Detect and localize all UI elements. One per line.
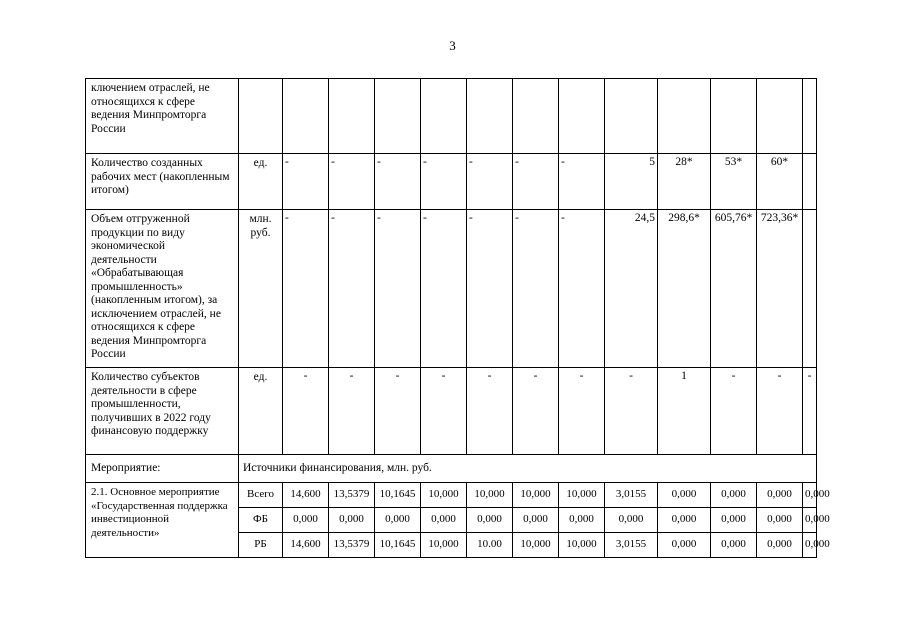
- financing-value: 3,0155: [605, 533, 658, 558]
- indicator-value: -: [375, 210, 421, 368]
- indicator-value: -: [467, 210, 513, 368]
- indicator-value: [658, 79, 711, 154]
- financing-value: 10.00: [467, 533, 513, 558]
- source-name: Всего: [239, 483, 283, 508]
- indicator-value: [421, 79, 467, 154]
- indicator-value: [711, 79, 757, 154]
- source-name: РБ: [239, 533, 283, 558]
- indicator-value: -: [375, 154, 421, 210]
- indicator-row: [86, 368, 817, 455]
- indicator-label: Количество созданных рабочих мест (накопленным итогом): [86, 154, 239, 210]
- indicator-label: Количество субъектов деятельности в сфере промышленности, получивших в 2022 году финансовую поддержку: [86, 368, 239, 455]
- financing-value: 14,600: [283, 533, 329, 558]
- indicator-value: -: [559, 368, 605, 455]
- indicator-label: ключением отраслей, не относящихся к сфере ведения Минпромторга России: [86, 79, 239, 154]
- indicator-value: -: [559, 154, 605, 210]
- indicator-row: [86, 154, 817, 210]
- financing-value: 0,000: [757, 533, 803, 558]
- financing-value: 0,000: [711, 508, 757, 533]
- financing-value: 0,000: [803, 508, 817, 533]
- indicator-unit: млн. руб.: [239, 210, 283, 368]
- indicator-value: 298,6*: [658, 210, 711, 368]
- financing-value: 3,0155: [605, 483, 658, 508]
- financing-value: 10,1645: [375, 483, 421, 508]
- indicator-value: -: [283, 154, 329, 210]
- indicator-value: -: [559, 210, 605, 368]
- indicator-value: [513, 79, 559, 154]
- indicator-value: -: [803, 368, 817, 455]
- financing-value: 10,000: [421, 483, 467, 508]
- financing-value: 0,000: [803, 483, 817, 508]
- financing-value: 0,000: [421, 508, 467, 533]
- financing-value: 10,000: [421, 533, 467, 558]
- indicator-value: [803, 210, 817, 368]
- indicator-value: 605,76*: [711, 210, 757, 368]
- financing-value: 0,000: [467, 508, 513, 533]
- indicator-value: 53*: [711, 154, 757, 210]
- indicator-value: -: [329, 368, 375, 455]
- indicator-value: [283, 79, 329, 154]
- indicator-value: 60*: [757, 154, 803, 210]
- indicators-table: [85, 78, 830, 558]
- financing-value: 0,000: [658, 508, 711, 533]
- indicator-label: Объем отгруженной продукции по виду экономической деятельности «Обрабатывающая промышленность» (накопленным итогом), за исключением отраслей, не относящихся к сфере ведения Минпромторга России: [86, 210, 239, 368]
- financing-value: 0,000: [559, 508, 605, 533]
- financing-value: 10,000: [559, 483, 605, 508]
- indicator-row: [86, 210, 817, 368]
- financing-value: 10,000: [513, 483, 559, 508]
- financing-value: 10,000: [559, 533, 605, 558]
- financing-value: 13,5379: [329, 533, 375, 558]
- financing-value: 0,000: [283, 508, 329, 533]
- financing-value: 10,000: [467, 483, 513, 508]
- financing-row: [86, 483, 817, 508]
- indicator-value: -: [283, 210, 329, 368]
- indicator-value: 24,5: [605, 210, 658, 368]
- indicator-row: [86, 79, 817, 154]
- financing-value: 0,000: [658, 533, 711, 558]
- indicator-value: -: [513, 154, 559, 210]
- financing-value: 0,000: [757, 483, 803, 508]
- indicator-value: -: [375, 368, 421, 455]
- indicator-value: -: [467, 368, 513, 455]
- financing-value: 0,000: [803, 533, 817, 558]
- financing-rows: [86, 455, 830, 558]
- indicator-value: [375, 79, 421, 154]
- sources-title: Источники финансирования, млн. руб.: [239, 455, 817, 483]
- indicator-rows: [86, 79, 817, 455]
- indicator-value: 1: [658, 368, 711, 455]
- indicator-value: 5: [605, 154, 658, 210]
- indicator-value: [559, 79, 605, 154]
- financing-value: 0,000: [605, 508, 658, 533]
- indicator-value: -: [757, 368, 803, 455]
- indicator-value: -: [421, 210, 467, 368]
- financing-value: 14,600: [283, 483, 329, 508]
- indicator-value: [467, 79, 513, 154]
- indicator-value: -: [283, 368, 329, 455]
- financing-value: 0,000: [375, 508, 421, 533]
- indicator-value: 28*: [658, 154, 711, 210]
- financing-value: 0,000: [711, 483, 757, 508]
- indicator-value: -: [421, 368, 467, 455]
- indicator-unit: [239, 79, 283, 154]
- indicator-value: 723,36*: [757, 210, 803, 368]
- financing-value: 0,000: [757, 508, 803, 533]
- indicator-value: -: [329, 210, 375, 368]
- indicator-unit: ед.: [239, 154, 283, 210]
- page-number: 3: [449, 38, 456, 53]
- indicator-value: [757, 79, 803, 154]
- indicator-value: -: [605, 368, 658, 455]
- indicator-value: [329, 79, 375, 154]
- indicator-value: [803, 154, 817, 210]
- indicator-value: -: [421, 154, 467, 210]
- source-name: ФБ: [239, 508, 283, 533]
- financing-value: 0,000: [329, 508, 375, 533]
- financing-value: 10,000: [513, 533, 559, 558]
- activity-label: 2.1. Основное мероприятие «Государственная поддержка инвестиционной деятельности»: [86, 483, 239, 558]
- financing-value: 0,000: [658, 483, 711, 508]
- event-label: Мероприятие:: [86, 455, 239, 483]
- indicator-value: -: [467, 154, 513, 210]
- indicator-value: -: [329, 154, 375, 210]
- financing-value: 0,000: [513, 508, 559, 533]
- indicator-value: -: [513, 368, 559, 455]
- indicator-value: [803, 79, 817, 154]
- indicator-value: -: [711, 368, 757, 455]
- indicator-value: [605, 79, 658, 154]
- financing-value: 0,000: [711, 533, 757, 558]
- indicator-value: -: [513, 210, 559, 368]
- financing-value: 13,5379: [329, 483, 375, 508]
- financing-value: 10,1645: [375, 533, 421, 558]
- event-row: [86, 455, 817, 483]
- indicator-unit: ед.: [239, 368, 283, 455]
